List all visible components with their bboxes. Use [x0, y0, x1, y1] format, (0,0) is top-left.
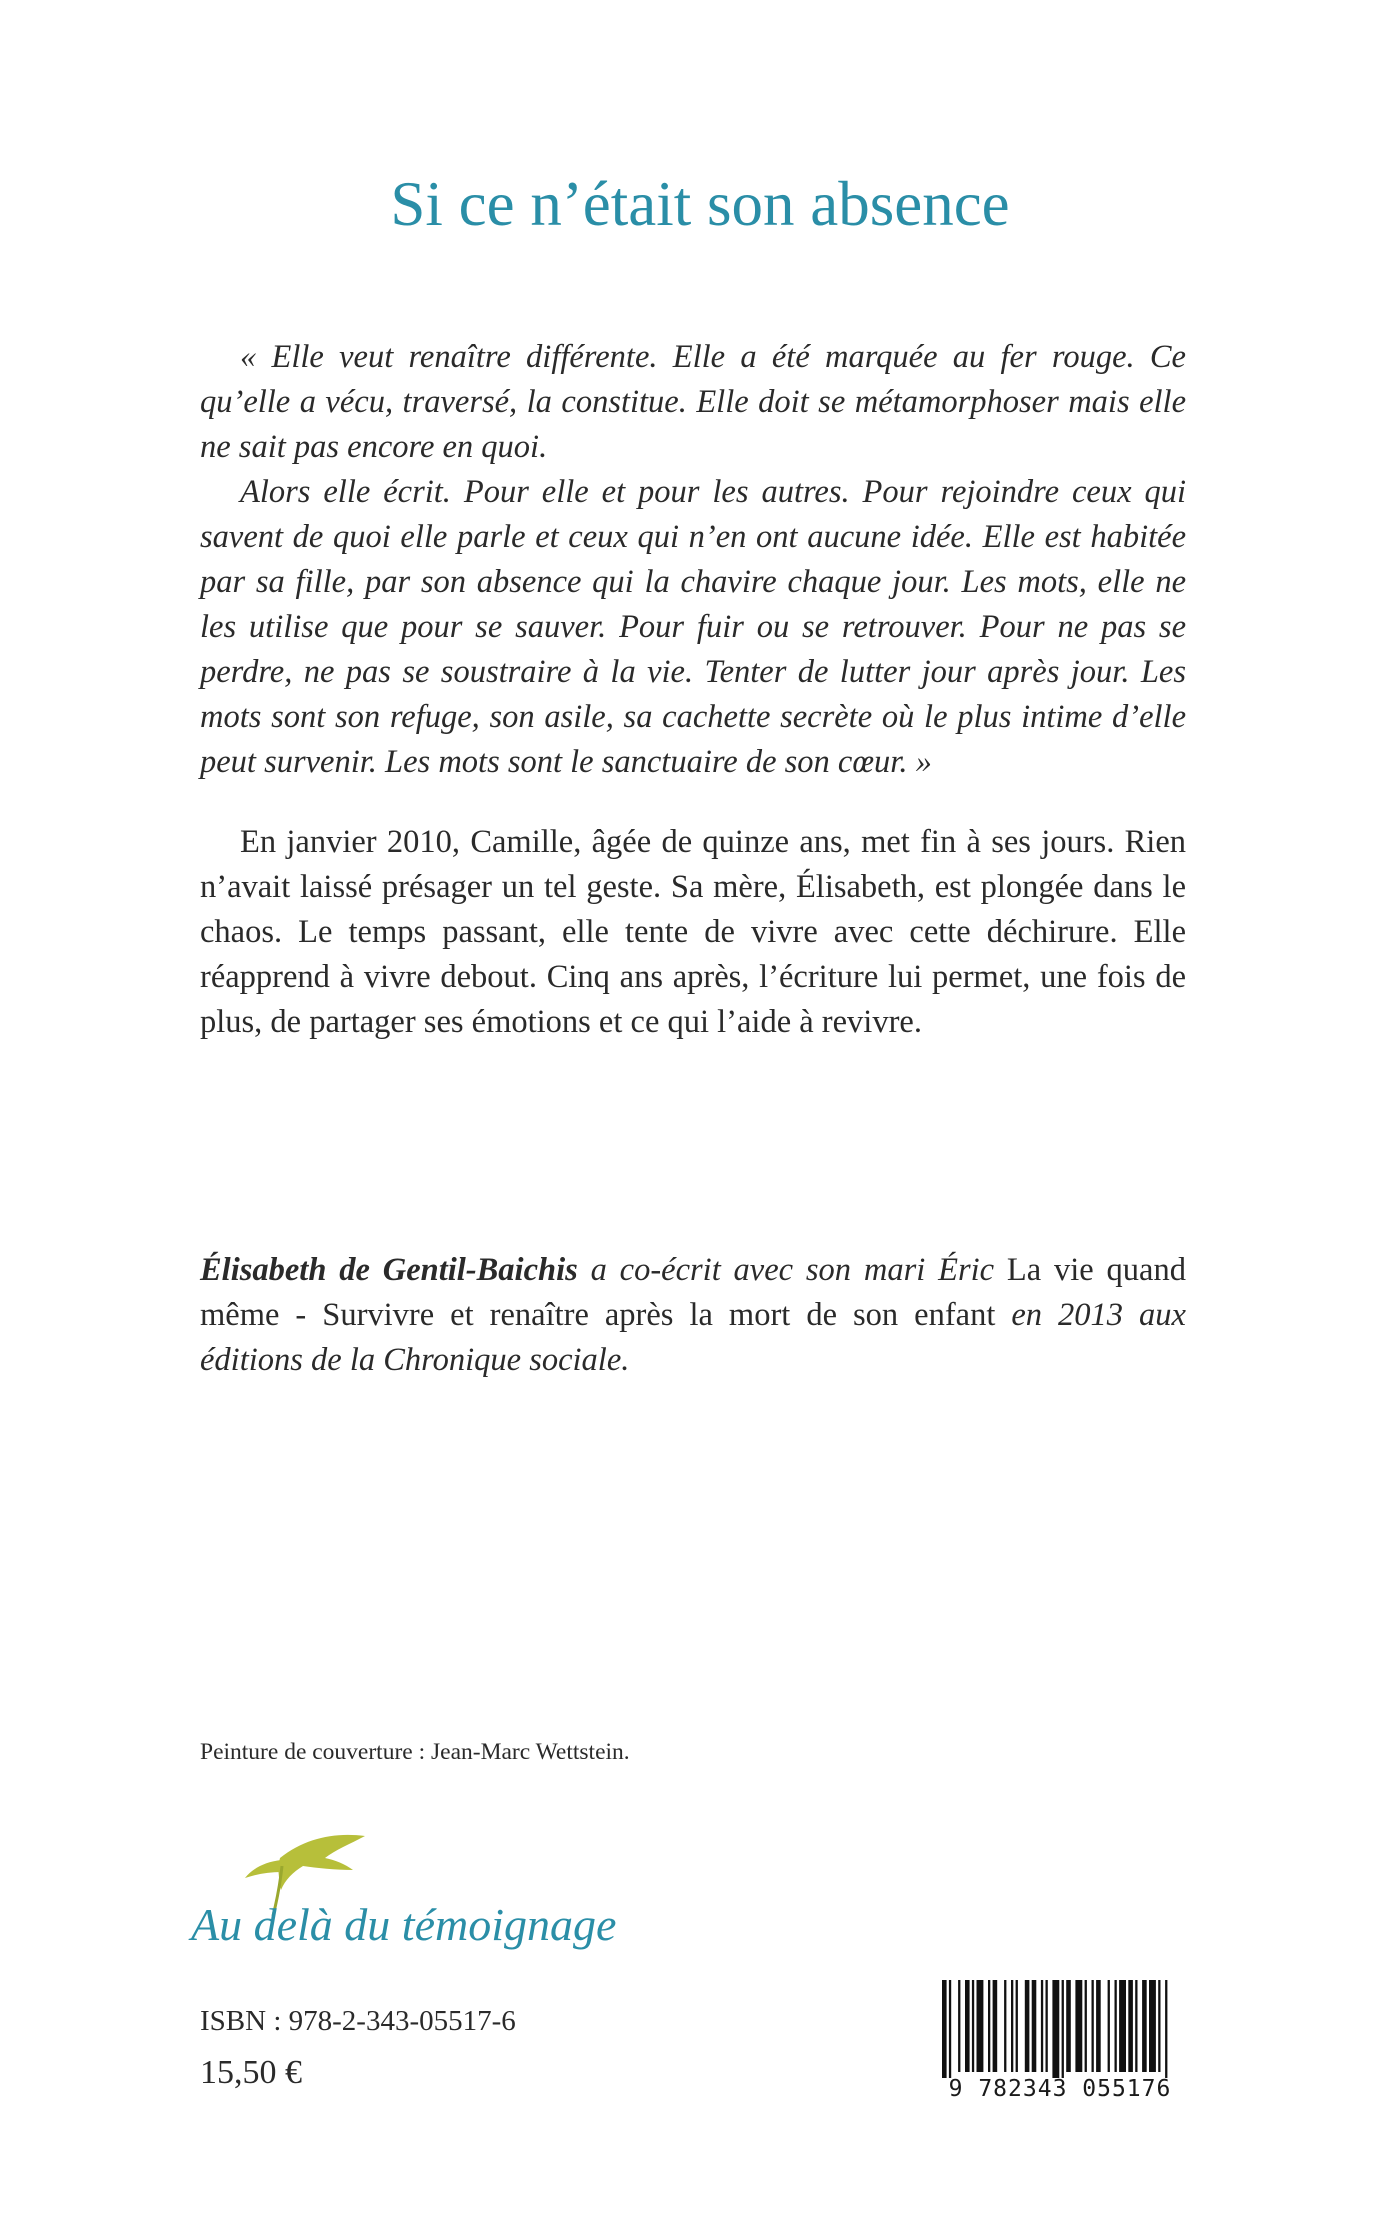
barcode-bars [920, 1978, 1200, 2078]
book-summary [200, 820, 1186, 1045]
price: 15,50 € [200, 2054, 302, 2091]
bio-text-2: en 2013 aux éditions de la Chronique sociale. [200, 1297, 1186, 1378]
cover-credit: Peinture de couverture : Jean-Marc Wettstein. [200, 1739, 630, 1765]
isbn: ISBN : 978-2-343-05517-6 [200, 2005, 516, 2037]
quote-paragraph-1: « Elle veut renaître différente. Elle a été marquée au fer rouge. Ce qu’elle a vécu, traversé, la constitue. Elle doit se métamorphoser mais elle ne sait pas encore en quoi. [200, 339, 1186, 465]
bio-text-1: a co-écrit avec son mari Éric [577, 1252, 1007, 1288]
author-name: Élisabeth de Gentil-Baichis [200, 1252, 578, 1288]
collection-name: Au delà du témoignage [191, 1899, 617, 1950]
barcode [920, 1978, 1200, 2108]
barcode-digits: 9 782343 055176 [948, 2076, 1172, 2102]
book-title: Si ce n’était son absence [390, 169, 1010, 239]
summary-paragraph: En janvier 2010, Camille, âgée de quinze ans, met fin à ses jours. Rien n’avait laissé présager un tel geste. Sa mère, Élisabeth, est plongée dans le chaos. Le temps passant, elle tente de vivre avec cette déchirure. Elle réapprend à vivre debout. Cinq ans après, l’écriture lui permet, une fois de plus, de partager ses émotions et ce qui l’aide à revivre. [200, 824, 1186, 1040]
previous-book-title: La vie quand même - Survivre et renaître après la mort de son enfant [200, 1252, 1186, 1333]
collection-logo [185, 1830, 665, 1980]
author-bio [200, 1248, 1186, 1383]
back-cover-quote [200, 335, 1186, 785]
quote-paragraph-2: Alors elle écrit. Pour elle et pour les autres. Pour rejoindre ceux qui savent de quoi elle parle et ceux qui n’en ont aucune idée. Elle est habitée par sa fille, par son absence qui la chavire chaque jour. Les mots, elle ne les utilise que pour se sauver. Pour fuir ou se retrouver. Pour ne pas se perdre, ne pas se soustraire à la vie. Tenter de lutter jour après jour. Les mots sont son refuge, son asile, sa cachette secrète où le plus intime d’elle peut survenir. Les mots sont le sanctuaire de son cœur. » [200, 474, 1186, 780]
